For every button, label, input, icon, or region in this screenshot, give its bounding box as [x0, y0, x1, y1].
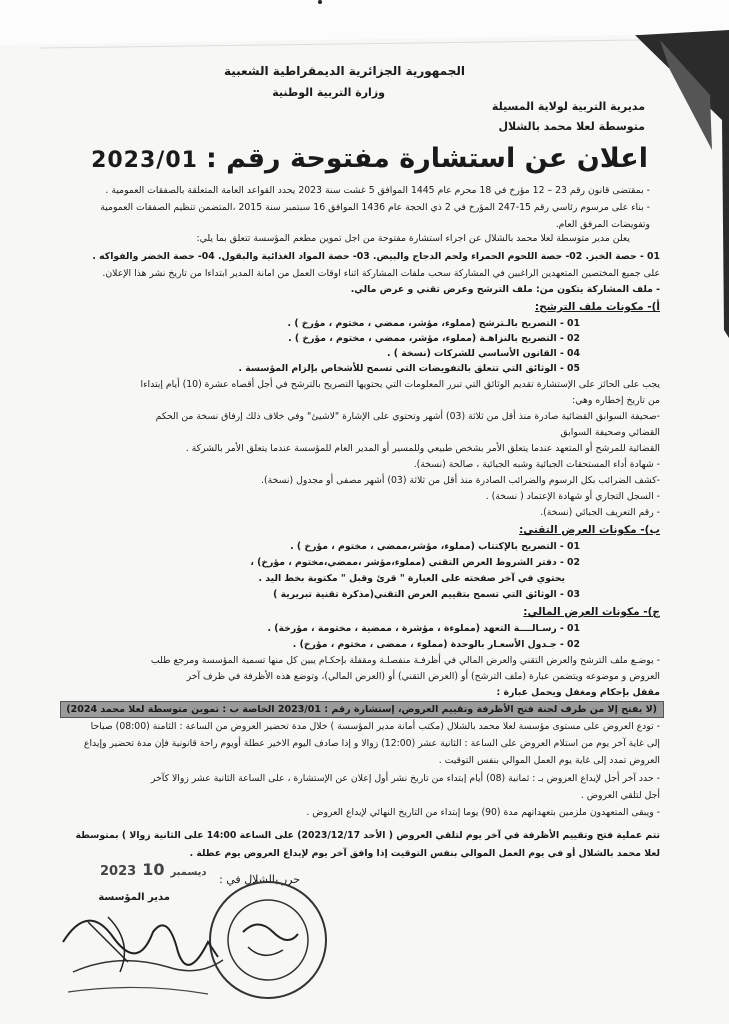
signer-title: مدير المؤسسة [98, 892, 170, 903]
deposit-paragraph: العروض تمدد إلى غاية يوم العمل الموالي بنفس التوقيت . [438, 755, 660, 766]
section-b-heading: ب)- مكونات العرض التقني: [519, 524, 660, 536]
section-a-heading: أ)- مكونات ملف الترشح: [534, 301, 660, 313]
reference-line-2: - بناء على مرسوم رئاسي رقم 15-247 المؤرخ في 2 ذي الحجة عام 1436 الموافق 16 سبتمبر سنة 2015 ،المتضمن تنظيم الصفقات العمومية [100, 202, 650, 213]
section-a-item: 04 - القانون الأساسي للشركات (نسخة ) . [387, 348, 580, 359]
scan-top-edge [0, 0, 729, 50]
file-composition: - ملف المشاركة يتكون من: ملف الترشح وعرض تقني و عرض مالي. [350, 284, 660, 295]
section-b-item: 02 - دفتر الشروط العرض التقني (مملوء،مؤشر ،ممضي،مختوم ، مؤرخ) ، [250, 557, 580, 568]
section-a-item: 05 - الوثائق التي تتعلق بالتفويضات التي تسمح للأشخاص بإلزام المؤسسة . [238, 363, 580, 374]
official-stamp-and-signature [58, 862, 338, 1022]
section-a-paragraph: القضائية للمرشح أو المتعهد عندما يتعلق الأمر بشخص طبيعي وللمسير أو المدير العام للمؤسسة عندما يتعلق الأمر بالشركة . [185, 443, 660, 454]
deposit-paragraph: - ويبقى المتعهدون ملزمين بتعهداتهم مدة (90) يوما إبتداء من التاريخ النهائي لإيداع العروض . [306, 807, 660, 818]
lots-note: على جميع المختصين المتعهدين الراغبين في المشاركة سحب ملفات المشاركة اثناء اوقات العمل من امانة المدير ابتداءا من تاريخ نشر هذا الإعلان. [102, 268, 660, 279]
section-a-paragraph: - السجل التجاري أو شهادة الإعتماد ( نسخة) . [485, 491, 660, 502]
date-day: 10 [142, 860, 165, 879]
section-b-item: 03 - الوثائق التي تسمح بتقييم العرض التقني(مذكرة تقنية تبريرية ) [273, 589, 580, 600]
deposit-paragraph: أجل لتلقي العروض . [580, 790, 660, 801]
directorate-heading: مديرية التربية لولاية المسيلة [491, 100, 645, 113]
intro-text: يعلن مدير متوسطة لعلا محمد بالشلال عن اجراء استشارة مفتوحة من اجل تموين مطعم المؤسسة تتعلق بما يلي: [196, 233, 630, 244]
date-year: 2023 [100, 864, 137, 879]
reference-line-3: وتفويضات المرفق العام. [555, 219, 650, 230]
section-c-heading: ج)- مكونات العرض المالي: [523, 606, 660, 618]
section-a-paragraph: -كشف الضرائب بكل الرسوم والضرائب الصادرة منذ أقل من ثلاثة (03) أشهر مصفى أو مجدول (نسخة). [261, 475, 660, 486]
section-a-paragraph: - رقم التعريف الجبائي (نسخة). [540, 507, 660, 518]
section-c-paragraph: العروض و موضوعه ويتضمن عبارة (ملف الترشح) أو (العرض التقني) أو (العرض المالي)، وتوضع هذه الأظرفة في ظرف آخر [186, 671, 660, 682]
reference-line-1: - بمقتضى قانون رقم 23 – 12 مؤرخ في 18 محرم عام 1445 الموافق 5 غشت سنة 2023 يحدد القواعد العامة المتعلقة بالصفقات العمومية . [105, 185, 650, 196]
section-a-paragraph: -صحيفة السوابق القضائية صادرة منذ أقل من ثلاثة (03) أشهر وتحتوي على الإشارة "لاشيئ" وفي خلاف ذلك إرفاق نسخة من الحكم [155, 411, 660, 422]
section-a-paragraph: من تاريخ إخطاره وهي: [572, 395, 660, 406]
date-month: ديسمبر [170, 867, 207, 878]
section-a-paragraph: القضائي وصحيفة السوابق [560, 427, 660, 438]
title-number: 2023/01 [91, 148, 198, 173]
school-heading: متوسطة لعلا محمد بالشلال [498, 120, 645, 133]
announcement-title [91, 143, 648, 174]
section-c-paragraph: مقفل بإحكام ومغفل ويحمل عبارة : [496, 687, 660, 698]
section-b-item: يحتوي في آخر صفحته على العبارة " قرئ وقبل " مكتوبة بخط اليد . [258, 573, 565, 584]
deposit-paragraph: - حدد آخر أجل لإيداع العروض بـ : ثمانية (08) أيام إبتداء من تاريخ نشر أول إعلان عن الإستشارة ، على الساعة الثانية عشر زوالا كآخر [150, 773, 660, 784]
ministry-heading: وزارة التربية الوطنية [272, 86, 385, 99]
lots-list: 01 - حصة الخبز. 02- حصة اللحوم الحمراء ولحم الدجاج والبيض. 03- حصة المواد الغذائية والبقول. 04- حصة الخضر والفواكه . [92, 251, 660, 262]
section-c-paragraph: - يوضـع ملف الترشح والعرض التقني والعرض المالي في أظرفـة منفصلـة ومقفلة بإحكـام يبين كل منها تسمية المؤسسة ومرجع طلب [150, 655, 660, 666]
deposit-paragraph: إلى غاية آخر يوم من استلام العروض على الساعة : الثانية عشر (12:00) زوالا و إذا صادف اليوم الاخير عطلة أويوم راحة قانونية فإن مدة تحضير وإيداع [83, 738, 660, 749]
scan-speck [318, 0, 322, 4]
opening-paragraph: لعلا محمد بالشلال أو في يوم العمل الموالي بنفس التوقيت إذا وافق آخر يوم لإيداع العروض يوم عطلة . [189, 848, 660, 859]
opening-paragraph: تتم عملية فتح وتقييم الأظرفة في آخر يوم لتلقي العروض ( الأحد 2023/12/17) على الساعة 14:00 على الثانية زوالا ) بمتوسطة [75, 830, 660, 841]
round-seal [210, 882, 326, 998]
republic-heading: الجمهورية الجزائرية الديمقراطية الشعبية [223, 64, 465, 78]
section-a-item: 01 - التصريح بالـترشح (مملوء، مؤشر، ممضي ، مختوم ، مؤرخ ) . [287, 318, 580, 329]
title-text: اعلان عن استشارة مفتوحة رقم : [205, 143, 648, 174]
issue-place: حرر بالشلال في : [219, 873, 300, 886]
envelope-label-banner: (لا يفتح إلا من طرف لجنة فتح الأظرفة وتقييم العروض، إستشارة رقم : 2023/01 الخاصة ب : تموين متوسطة لعلا محمد 2024) [60, 701, 664, 718]
section-c-item: 01 - رسـالــــة التعهد (مملوءة ، مؤشرة ، ممضية ، مختومة ، مؤرخة) . [267, 623, 580, 634]
section-a-item: 02 - التصريح بالنزاهـة (مملوء، مؤشر، ممضي ، مختوم ، مؤرخ ) . [288, 333, 580, 344]
section-b-item: 01 - التصريح بالإكتتاب (مملوء، مؤشر،ممضي ، مختوم ، مؤرخ ) . [290, 541, 580, 552]
section-c-item: 02 - جـدول الأسعـار بالوحدة (مملوء ، ممضى ، مختوم ، مؤرخ) . [292, 639, 580, 650]
section-a-paragraph: يجب على الحائز على الإستشارة تقديم الوثائق التي تبرر المعلومات التي يحتويها التصريح بالترشح في أجل أقصاه عشرة (10) أيام إبتداءا [140, 379, 660, 390]
section-a-paragraph: - شهادة أداء المستحقات الجبائية وشبه الجبائية ، صالحة (نسخة). [413, 459, 660, 470]
deposit-paragraph: - تودع العروض على مستوى مؤسسة لعلا محمد بالشلال (مكتب أمانة مدير المؤسسة ) خلال مدة تحضير العروض من الساعة : الثامنة (08:00) صباحا [90, 721, 660, 732]
handwritten-signature [63, 917, 223, 994]
